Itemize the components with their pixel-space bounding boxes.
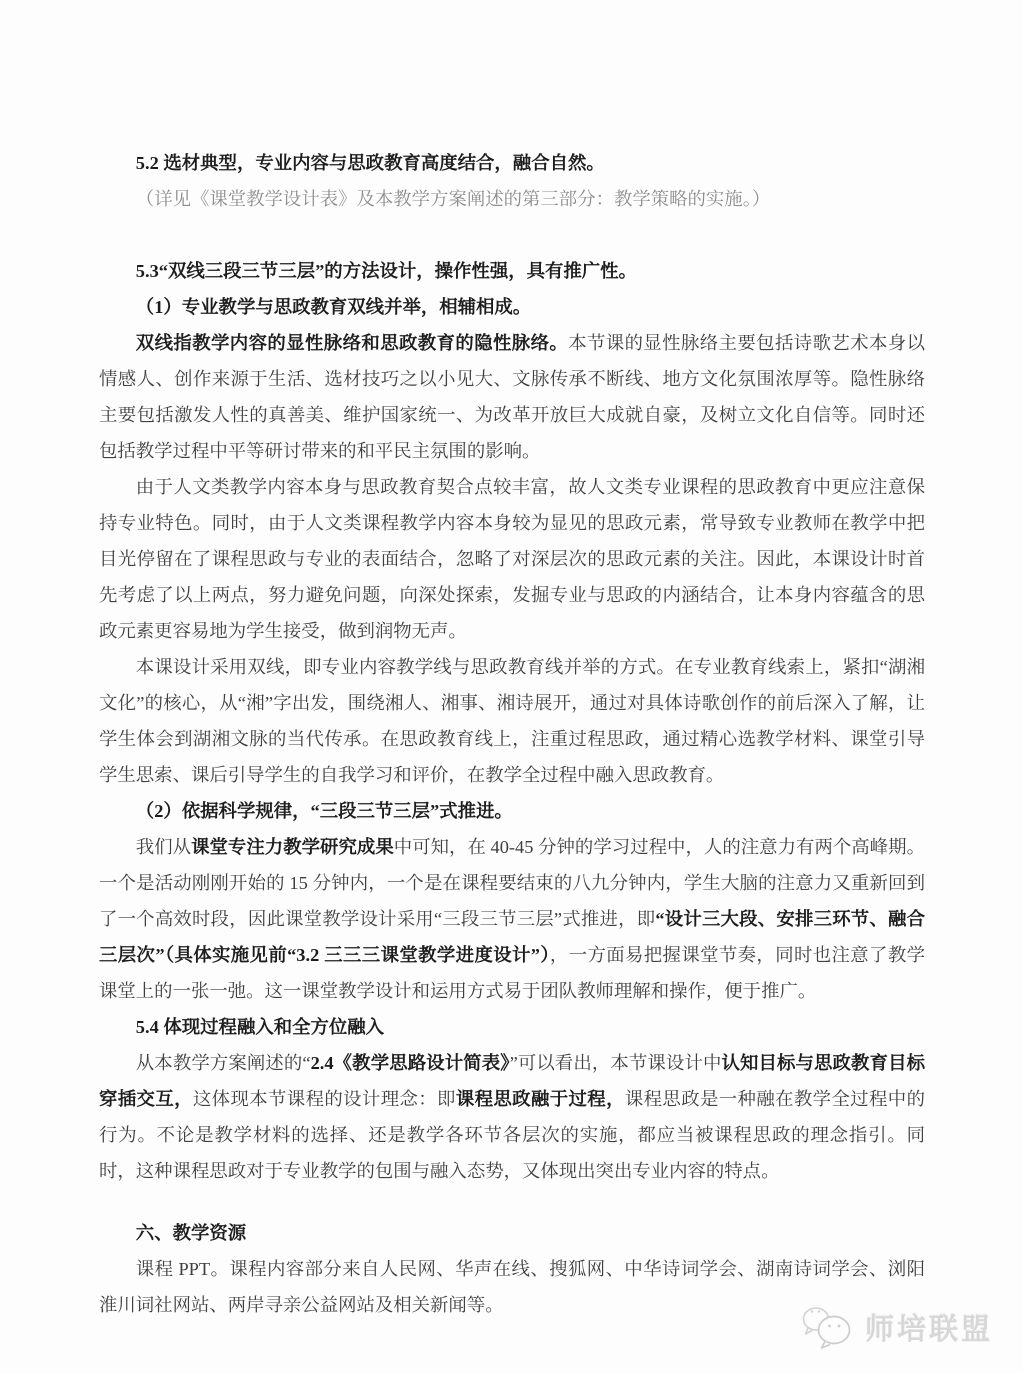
section-heading (99, 1215, 925, 1251)
section-heading (99, 145, 925, 181)
paragraph (99, 469, 925, 649)
paragraph (99, 1045, 925, 1189)
text-run: 本课设计采用双线，即专业内容教学线与思政教育线并举的方式。在专业教育线索上，紧扣“湖湘文化”的核心，从“湘”字出发，围绕湘人、湘事、湘诗展开，通过对具体诗歌创作的前后深入了解，让学生体会到湖湘文脉的当代传承。在思政教育线上，注重过程思政，通过精心选教学材料、课堂引导学生思索、课后引导学生的自我学习和评价，在教学全过程中融入思政教育。 (99, 657, 925, 785)
spacer (99, 1189, 925, 1215)
text-run: ，一方面易把握课堂节奏，同时也注意了教学课堂上的一张一弛。这一课堂教学设计和运用方式易于团队教师理解和操作，便于推广。 (99, 945, 925, 1001)
text-run: 课程思政是一种融在教学全过程中的行为。不论是教学材料的选择、还是教学各环节各层次的实施，都应当被课程思政的理念指引。同时，这种课程思政对于专业教学的包围与融入态势，又体现出突出专业内容的特点。 (99, 1089, 925, 1181)
sub-heading (99, 289, 925, 325)
bold-text-run: 5.4 体现过程融入和全方位融入 (135, 1017, 385, 1037)
text-run: （详见《课堂教学设计表》及本教学方案阐述的第三部分：教学策略的实施。） (135, 189, 771, 209)
section-heading (99, 253, 925, 289)
bold-text-run: 课堂专注力教学研究成果 (191, 837, 394, 857)
watermark-label: 师培联盟 (864, 1313, 993, 1346)
bold-text-run: “设计三大段、安排三环节、融合三层次”（具体实施见前“3.2 三三三课堂教学进度设计”） (99, 909, 926, 965)
bold-text-run: 5.2 选材典型，专业内容与思政教育高度结合，融合自然。 (135, 153, 605, 173)
text-run: 课程 PPT。课程内容部分来自人民网、华声在线、搜狐网、中华诗词学会、湖南诗词学会、浏阳淮川词社网站、两岸寻亲公益网站及相关新闻等。 (99, 1259, 925, 1315)
bold-text-run: （1）专业教学与思政教育双线并举，相辅相成。 (135, 297, 532, 317)
document-body (99, 145, 925, 1323)
paragraph (99, 649, 925, 793)
section-heading (99, 1009, 925, 1045)
bold-text-run: 2.4《教学思路设计简表》 (310, 1053, 510, 1073)
watermark (799, 1302, 993, 1352)
spacer (99, 217, 925, 253)
sub-heading (99, 793, 925, 829)
text-run: 这体现本节课程的设计理念：即 (192, 1089, 456, 1109)
text-run: 中可知，在 40-45 分钟的学习过程中，人的注意力有两个高峰期。一个是活动刚刚开始的 15 分钟内，一个是在课程要结束的八九分钟内，学生大脑的注意力又重新回到了一个高效时段，因此课堂教学设计采用“三段三节三层”式推进，即 (99, 837, 925, 929)
text-run: 本节课的显性脉络主要包括诗歌艺术本身以情感人、创作来源于生活、选材技巧之以小见大、文脉传承不断线、地方文化氛围浓厚等。隐性脉络主要包括激发人性的真善美、维护国家统一、为改革开放巨大成就自豪，及树立文化自信等。同时还包括教学过程中平等研讨带来的和平民主氛围的影响。 (99, 333, 925, 461)
text-run: 我们从 (135, 837, 192, 857)
text-run: ”可以看出，本节课设计中 (509, 1053, 722, 1073)
bold-text-run: 认知目标与思政教育目标穿插交互， (99, 1053, 925, 1109)
wechat-icon (799, 1302, 857, 1352)
text-run: 从本教学方案阐述的“ (135, 1053, 311, 1073)
bold-text-run: 双线指教学内容的显性脉络和思政教育的隐性脉络。 (135, 333, 569, 353)
bold-text-run: 课程思政融于过程， (455, 1089, 625, 1109)
bold-text-run: 5.3“双线三段三节三层”的方法设计，操作性强，具有推广性。 (135, 261, 637, 281)
paragraph (99, 829, 925, 1009)
bold-text-run: 六、教学资源 (135, 1223, 247, 1243)
bold-text-run: （2）依据科学规律，“三段三节三层”式推进。 (135, 801, 513, 821)
paragraph (99, 325, 925, 469)
text-run: 由于人文类教学内容本身与思政教育契合点较丰富，故人文类专业课程的思政教育中更应注意保持专业特色。同时，由于人文类课程教学内容本身较为显见的思政元素，常导致专业教师在教学中把目光停留在了课程思政与专业的表面结合，忽略了对深层次的思政元素的关注。因此，本课设计时首先考虑了以上两点，努力避免问题，向深处探索，发掘专业与思政的内涵结合，让本身内容蕴含的思政元素更容易地为学生接受，做到润物无声。 (99, 477, 925, 641)
note-line (99, 181, 925, 217)
